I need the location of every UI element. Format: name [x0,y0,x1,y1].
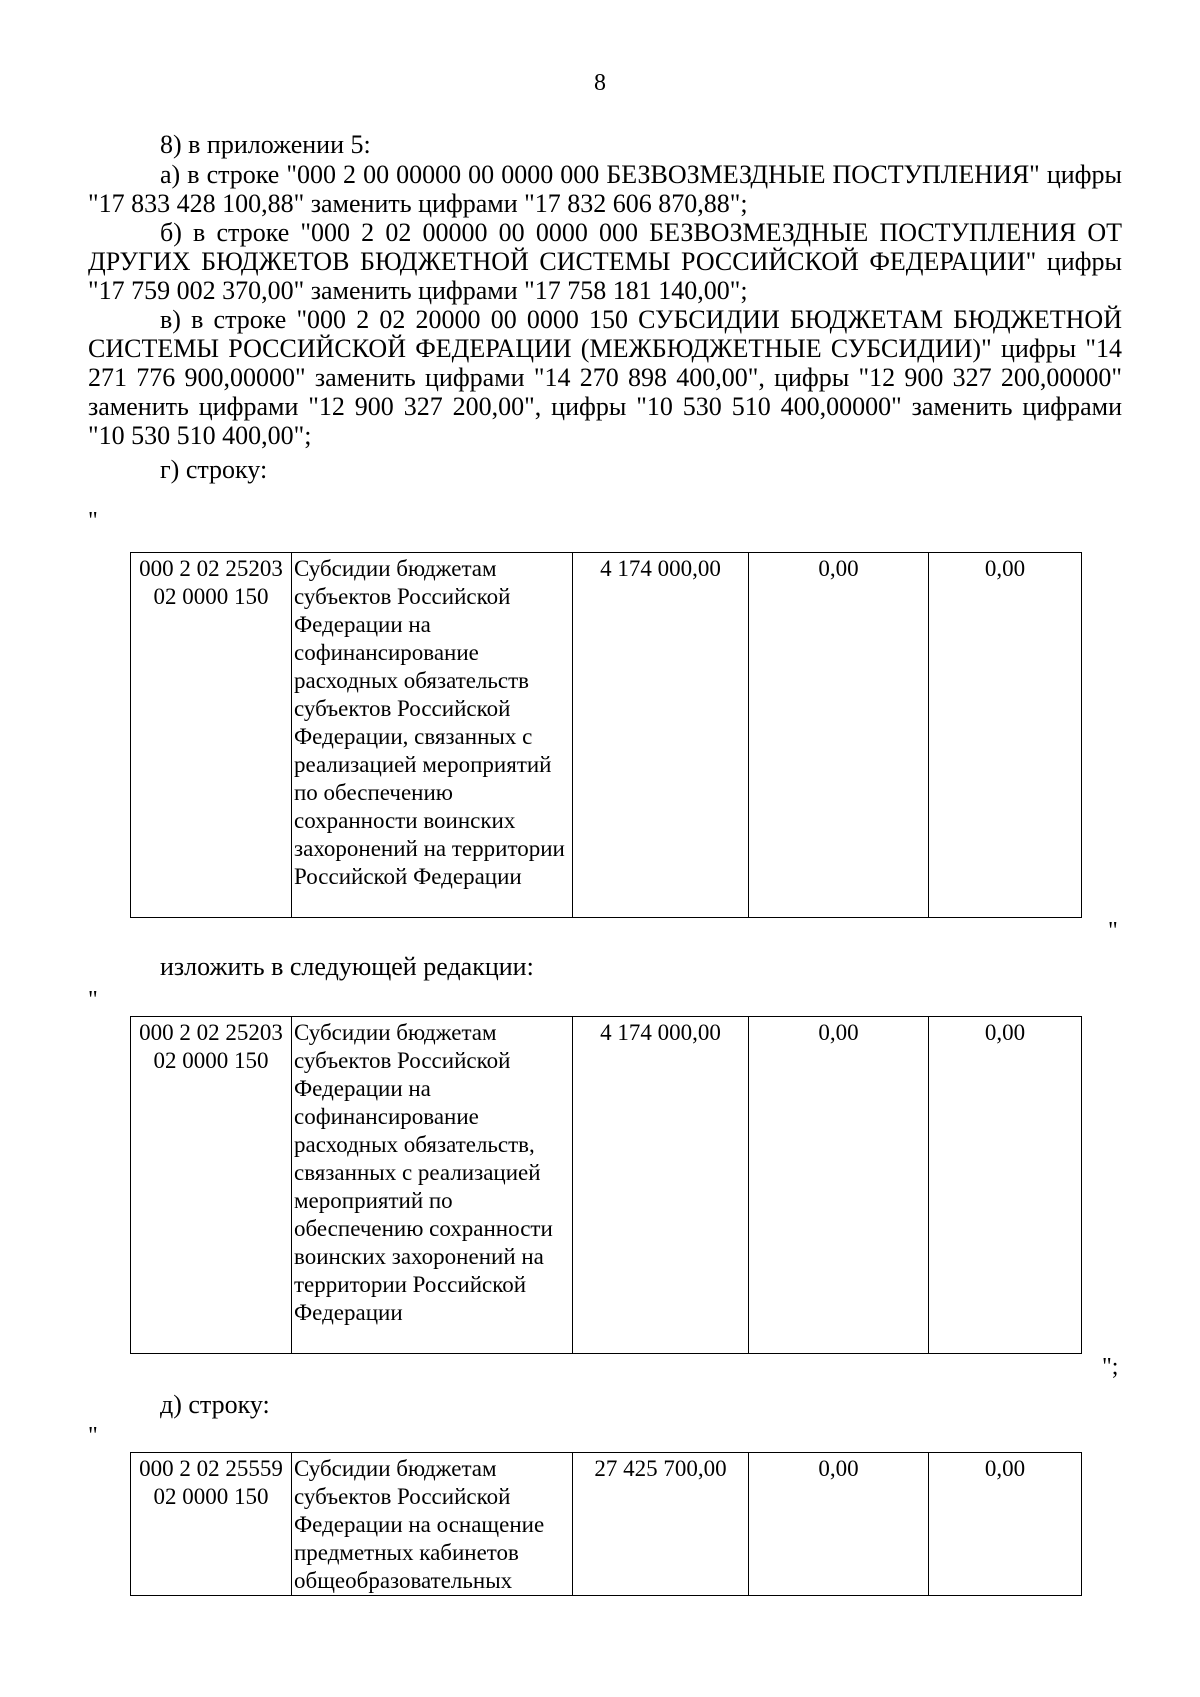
budget-code-line1: 000 2 02 25203 [139,556,283,581]
budget-code-line2: 02 0000 150 [153,1484,269,1509]
paragraph-appendix-5: 8) в приложении 5: [160,130,371,159]
table-row [131,553,1082,918]
table-new-row-25203 [130,1016,1082,1354]
paragraph-replace: изложить в следующей редакции: [160,952,534,981]
paragraph-d: д) строку: [160,1390,270,1419]
budget-code-line2: 02 0000 150 [153,584,269,609]
amount-year3-cell: 0,00 [929,1017,1082,1354]
budget-code-cell [131,553,292,918]
budget-code-line1: 000 2 02 25203 [139,1020,283,1045]
amount-year2-cell: 0,00 [749,553,929,918]
quote-open-2: " [88,987,98,1013]
amount-year2-cell: 0,00 [749,1017,929,1354]
quote-open-3: " [88,1423,98,1449]
quote-open-1: " [88,508,98,534]
amount-year2-cell: 0,00 [749,1453,929,1596]
table-original-row-25203 [130,552,1082,918]
table-row [131,1017,1082,1354]
paragraph-g: г) строку: [160,455,268,484]
amount-year1-cell: 4 174 000,00 [573,553,749,918]
budget-code-cell [131,1453,292,1596]
budget-name-cell: Субсидии бюджетам субъектов Российской Федерации на софинансирование расходных обязательств, связанных с реализацией мероприятий по обеспечению сохранности воинских захоронений на территории Российской Федерации [292,1017,573,1354]
budget-code-line2: 02 0000 150 [153,1048,269,1073]
amount-year3-cell: 0,00 [929,553,1082,918]
quote-close-semicolon: "; [1102,1354,1119,1380]
amount-year1-cell: 4 174 000,00 [573,1017,749,1354]
paragraph-b: б) в строке "000 2 02 00000 00 0000 000 БЕЗВОЗМЕЗДНЫЕ ПОСТУПЛЕНИЯ ОТ ДРУГИХ БЮДЖЕТОВ БЮДЖЕТНОЙ СИСТЕМЫ РОССИЙСКОЙ ФЕДЕРАЦИИ" цифры "17 759 002 370,00" заменить цифрами "17 758 181 140,00"; [88,218,1122,305]
budget-name-cell: Субсидии бюджетам субъектов Российской Федерации на софинансирование расходных обязательств субъектов Российской Федерации, связанных с реализацией мероприятий по обеспечению сохранности воинских захоронений на территории Российской Федерации [292,553,573,918]
amount-year1-cell: 27 425 700,00 [573,1453,749,1596]
budget-code-cell [131,1017,292,1354]
budget-name-cell: Субсидии бюджетам субъектов Российской Федерации на оснащение предметных кабинетов общеобразовательных [292,1453,573,1596]
quote-close-1: " [1108,918,1118,944]
paragraph-v: в) в строке "000 2 02 20000 00 0000 150 СУБСИДИИ БЮДЖЕТАМ БЮДЖЕТНОЙ СИСТЕМЫ РОССИЙСКОЙ ФЕДЕРАЦИИ (МЕЖБЮДЖЕТНЫЕ СУБСИДИИ)" цифры "14 271 776 900,00000" заменить цифрами "14 270 898 400,00", цифры "12 900 327 200,00000" заменить цифрами "12 900 327 200,00", цифры "10 530 510 400,00000" заменить цифрами "10 530 510 400,00"; [88,305,1122,450]
table-row [131,1453,1082,1596]
page-number: 8 [594,70,606,96]
budget-code-line1: 000 2 02 25559 [139,1456,283,1481]
table-original-row-25559 [130,1452,1082,1596]
paragraph-a: а) в строке "000 2 00 00000 00 0000 000 БЕЗВОЗМЕЗДНЫЕ ПОСТУПЛЕНИЯ" цифры "17 833 428 100,88" заменить цифрами "17 832 606 870,88"; [88,160,1122,218]
amount-year3-cell: 0,00 [929,1453,1082,1596]
